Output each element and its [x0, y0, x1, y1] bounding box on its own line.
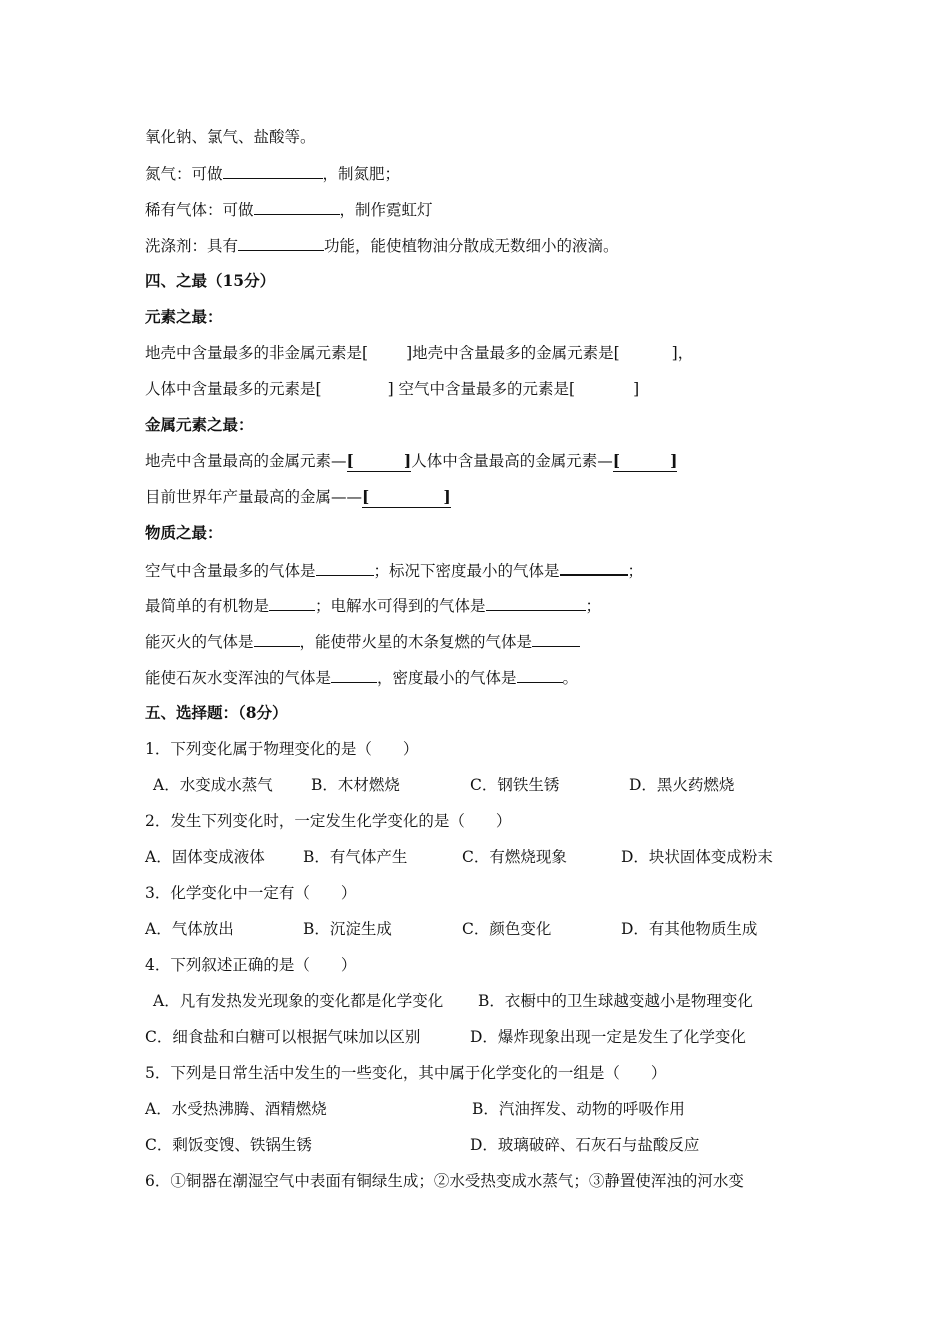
text: 稀有气体：可做: [145, 201, 254, 219]
option-c[interactable]: C．钢铁生锈: [470, 776, 560, 794]
text: 功能，能使植物油分散成无数细小的液滴。: [324, 237, 619, 255]
section3-line-1: [145, 127, 316, 147]
text: 洗涤剂：具有: [145, 237, 239, 255]
option-a[interactable]: A．凡有发热发光现象的变化都是化学变化: [153, 992, 444, 1010]
text: 6．①铜器在潮湿空气中表面有铜绿生成；②水受热变成水蒸气；③静置使浑浊的河水变: [145, 1172, 744, 1190]
question-3: [145, 883, 356, 903]
option-d[interactable]: D．黑火药燃烧: [629, 776, 735, 794]
text: 。: [562, 669, 579, 687]
option-a[interactable]: A．固体变成液体: [145, 848, 265, 866]
text: 氧化钠、氯气、盐酸等。: [145, 128, 316, 146]
option-d[interactable]: D．块状固体变成粉末: [621, 848, 773, 866]
text: 1．下列变化属于物理变化的是（ ）: [145, 740, 419, 758]
answer-blank[interactable]: [254, 199, 340, 215]
section3-line-nitrogen: [145, 163, 400, 184]
text: 2．发生下列变化时，一定发生化学变化的是（ ）: [145, 812, 512, 830]
metal-line-2: [145, 487, 451, 508]
option-c[interactable]: C．细食盐和白糖可以根据气味加以区别: [145, 1028, 421, 1046]
text: 3．化学变化中一定有（ ）: [145, 884, 357, 902]
element-superlatives-heading: [145, 307, 223, 327]
answer-blank[interactable]: [532, 631, 580, 647]
element-line-1: [145, 343, 693, 363]
text: ；标况下密度最小的气体是: [373, 562, 560, 580]
text: ，制氮肥；: [322, 165, 401, 183]
text: 目前世界年产量最高的金属——: [145, 488, 363, 506]
text: 人体中含量最高的金属元素—: [411, 452, 613, 470]
element-line-2: [145, 379, 639, 399]
metal-superlatives-heading: [145, 415, 254, 435]
option-b[interactable]: B．衣橱中的卫生球越变越小是物理变化: [478, 992, 753, 1010]
answer-blank[interactable]: [223, 163, 323, 179]
question-1: [145, 739, 418, 759]
answer-bracket[interactable]: [ ]: [346, 451, 412, 470]
text: ，密度最小的气体是: [377, 669, 517, 687]
text: ；: [585, 597, 602, 615]
answer-blank[interactable]: [238, 235, 324, 251]
text: 最简单的有机物是: [145, 597, 270, 615]
option-b[interactable]: B．木材燃烧: [311, 776, 400, 794]
answer-blank[interactable]: [486, 595, 586, 611]
text: ]: [633, 380, 640, 398]
text: ，能使带火星的木条复燃的气体是: [299, 633, 533, 651]
question-4: [145, 955, 356, 975]
text: 5．下列是日常生活中发生的一些变化，其中属于化学变化的一组是（ ）: [145, 1064, 667, 1082]
text: ；电解水可得到的气体是: [315, 597, 486, 615]
substance-line-1: [145, 559, 643, 581]
option-c[interactable]: C．有燃烧现象: [462, 848, 567, 866]
text: 元素之最：: [145, 307, 223, 326]
text: ，制作霓虹灯: [339, 201, 433, 219]
metal-line-1: [145, 451, 677, 472]
text: 地壳中含量最多的非金属元素是[: [145, 344, 369, 362]
answer-blank[interactable]: [331, 667, 377, 683]
text: 4．下列叙述正确的是（ ）: [145, 956, 357, 974]
answer-bracket[interactable]: [ ]: [362, 487, 451, 506]
text: 地壳中含量最高的金属元素—: [145, 452, 347, 470]
answer-blank[interactable]: [316, 560, 374, 576]
option-b[interactable]: B．汽油挥发、动物的呼吸作用: [472, 1100, 685, 1118]
text: 氮气：可做: [145, 165, 223, 183]
answer-blank[interactable]: [254, 631, 300, 647]
answer-blank[interactable]: [269, 595, 315, 611]
text: ] 空气中含量最多的元素是[: [387, 380, 576, 398]
text: 五、选择题：（8分）: [145, 703, 288, 722]
option-c[interactable]: C．剩饭变馊、铁锅生锈: [145, 1136, 312, 1154]
answer-blank[interactable]: [560, 559, 628, 576]
substance-superlatives-heading: [145, 523, 223, 543]
substance-line-2: [145, 595, 601, 616]
section4-title: [145, 271, 275, 291]
text: 人体中含量最多的元素是[: [145, 380, 322, 398]
option-d[interactable]: D．玻璃破碎、石灰石与盐酸反应: [470, 1136, 700, 1154]
option-a[interactable]: A．水受热沸腾、酒精燃烧: [145, 1100, 327, 1118]
section3-line-noble-gas: [145, 199, 433, 220]
substance-line-3: [145, 631, 580, 652]
text: 四、之最（15分）: [145, 271, 276, 290]
question-6: [145, 1171, 744, 1191]
option-b[interactable]: B．有气体产生: [303, 848, 408, 866]
option-d[interactable]: D．有其他物质生成: [621, 920, 758, 938]
question-5: [145, 1063, 666, 1083]
option-a[interactable]: A．气体放出: [145, 920, 234, 938]
answer-blank[interactable]: [517, 667, 563, 683]
option-b[interactable]: B．沉淀生成: [303, 920, 392, 938]
text: ；: [627, 562, 644, 580]
answer-bracket[interactable]: [ ]: [612, 451, 678, 470]
text: 空气中含量最多的气体是: [145, 562, 316, 580]
text: 能灭火的气体是: [145, 633, 254, 651]
text: 物质之最：: [145, 523, 223, 542]
text: ]地壳中含量最多的金属元素是[: [406, 344, 620, 362]
section5-title: [145, 703, 288, 723]
option-d[interactable]: D．爆炸现象出现一定是发生了化学变化: [470, 1028, 746, 1046]
text: 能使石灰水变浑浊的气体是: [145, 669, 332, 687]
substance-line-4: [145, 667, 578, 688]
option-c[interactable]: C．颜色变化: [462, 920, 552, 938]
question-2: [145, 811, 511, 831]
text: ]，: [671, 344, 694, 362]
option-a[interactable]: A．水变成水蒸气: [153, 776, 273, 794]
section3-line-detergent: [145, 235, 619, 256]
text: 金属元素之最：: [145, 415, 254, 434]
